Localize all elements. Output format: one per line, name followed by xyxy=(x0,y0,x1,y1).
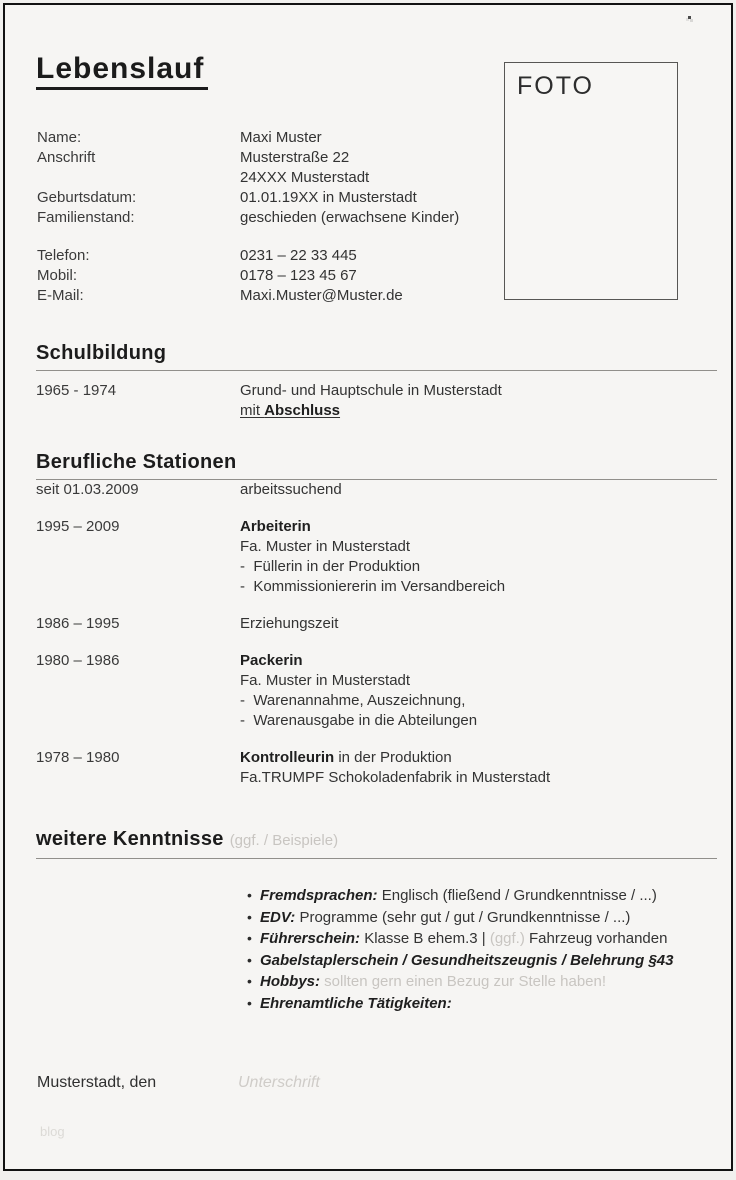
career-company: Fa. Muster in Musterstadt xyxy=(240,672,411,689)
skills-heading-text: weitere Kenntnisse xyxy=(36,828,224,850)
skill-lead: EDV: xyxy=(260,908,296,926)
skill-note: sollten gern einen Bezug zur Stelle haben! xyxy=(324,973,607,990)
education-school: Grund- und Hauptschule in Musterstadt xyxy=(240,382,502,399)
info-value: geschieden (erwachsene Kinder) xyxy=(240,209,460,226)
section-divider-line xyxy=(36,370,717,371)
career-date-range: 1978 – 1980 xyxy=(36,749,120,766)
career-role-line xyxy=(240,651,717,671)
info-row-mobile xyxy=(37,266,459,286)
degree-bold: Abschluss xyxy=(264,402,341,419)
info-value: Musterstraße 22 xyxy=(240,149,350,166)
info-label: Geburtsdatum: xyxy=(37,189,137,206)
career-details xyxy=(240,517,717,597)
info-label: Mobil: xyxy=(37,267,78,284)
career-status: arbeitssuchend xyxy=(240,481,342,498)
education-details xyxy=(240,381,717,421)
career-duty: - Warenannahme, Auszeichnung, xyxy=(240,692,466,709)
career-duty: - Kommissioniererin im Versandbereich xyxy=(240,578,506,595)
career-date-range: seit 01.03.2009 xyxy=(36,481,139,498)
career-role-line xyxy=(240,748,717,768)
skill-note: (ggf.) xyxy=(489,930,525,947)
info-label: Name: xyxy=(37,129,82,146)
info-label: Familienstand: xyxy=(37,209,135,226)
career-role-line xyxy=(240,517,717,537)
signature-hint-text: Unterschrift xyxy=(238,1074,320,1091)
skill-item-certificates xyxy=(247,950,717,972)
bullet-icon: • xyxy=(247,973,252,989)
section-career xyxy=(36,450,717,788)
info-value: 0178 – 123 45 67 xyxy=(240,267,357,284)
watermark-text: blog xyxy=(40,1124,65,1139)
section-heading-skills xyxy=(36,827,717,853)
resume-page xyxy=(3,3,733,1171)
skill-item-volunteering xyxy=(247,993,717,1015)
section-heading-career: Berufliche Stationen xyxy=(36,451,237,473)
skill-item-drivers-license xyxy=(247,928,717,950)
career-duty: - Warenausgabe in die Abteilungen xyxy=(240,712,478,729)
career-company: Fa. Muster in Musterstadt xyxy=(240,538,411,555)
career-company: Fa.TRUMPF Schokoladenfabrik in Musterstadt xyxy=(240,769,551,786)
career-details xyxy=(240,748,717,788)
info-row-birthdate xyxy=(37,188,459,208)
career-role: Packerin xyxy=(240,652,303,669)
career-role: Kontrolleurin xyxy=(240,749,335,766)
bullet-icon: • xyxy=(247,887,252,903)
scan-artifact-dot xyxy=(688,16,691,19)
career-entry-inspector xyxy=(36,748,717,788)
career-date-range: 1986 – 1995 xyxy=(36,615,120,632)
section-skills xyxy=(36,827,717,1014)
info-row-marital-status xyxy=(37,208,459,228)
info-row-phone xyxy=(37,246,459,266)
career-role: Arbeiterin xyxy=(240,518,311,535)
career-status: Erziehungszeit xyxy=(240,615,339,632)
section-education xyxy=(36,341,717,421)
career-role-suffix: in der Produktion xyxy=(334,749,452,766)
skills-list xyxy=(247,885,717,1014)
photo-placeholder-box xyxy=(504,62,678,300)
signature-place-line: Musterstadt, den xyxy=(37,1074,157,1091)
skill-lead: Gabelstaplerschein / Gesundheitszeugnis / Belehrung §43 xyxy=(260,951,674,969)
skill-item-it xyxy=(247,907,717,929)
career-details xyxy=(240,651,717,731)
personal-info-block xyxy=(37,128,459,306)
info-label xyxy=(37,168,240,188)
career-duty: - Füllerin in der Produktion xyxy=(240,558,421,575)
identity-group xyxy=(37,128,459,228)
skill-lead: Führerschein: xyxy=(260,930,361,947)
section-heading-education: Schulbildung xyxy=(36,342,167,364)
bullet-icon: • xyxy=(247,994,252,1011)
career-entry-worker xyxy=(36,517,717,597)
skill-lead: Ehrenamtliche Tätigkeiten: xyxy=(260,994,452,1012)
info-value: 01.01.19XX in Musterstadt xyxy=(240,189,417,206)
degree-prefix: mit xyxy=(240,402,265,419)
education-entry xyxy=(36,381,717,421)
info-label: Telefon: xyxy=(37,247,90,264)
section-divider-line xyxy=(36,858,717,859)
info-row-address xyxy=(37,148,459,168)
info-value: 0231 – 22 33 445 xyxy=(240,247,357,264)
info-value: Maxi Muster xyxy=(240,129,322,146)
skill-lead: Fremdsprachen: xyxy=(260,887,378,904)
bullet-icon: • xyxy=(247,908,252,925)
career-entry-parenting xyxy=(36,614,717,634)
info-row-email xyxy=(37,286,459,306)
skill-tail: Fahrzeug vorhanden xyxy=(524,930,668,947)
skill-text: Englisch (fließend / Grundkenntnisse / ...) xyxy=(377,887,657,904)
skill-text: Programme (sehr gut / gut / Grundkenntnisse / ...) xyxy=(295,908,631,926)
contact-group xyxy=(37,246,459,306)
page-title: Lebenslauf xyxy=(36,52,208,90)
career-entry-packer xyxy=(36,651,717,731)
skills-heading-note: (ggf. / Beispiele) xyxy=(229,832,339,849)
info-label: Anschrift xyxy=(37,149,96,166)
career-details xyxy=(240,480,717,500)
career-entry-unemployed xyxy=(36,480,717,500)
skill-text: Klasse B ehem.3 | xyxy=(360,930,490,947)
education-degree xyxy=(240,401,717,421)
info-value: Maxi.Muster@Muster.de xyxy=(240,287,403,304)
info-row-name xyxy=(37,128,459,148)
career-date-range: 1995 – 2009 xyxy=(36,518,120,535)
education-date-range: 1965 - 1974 xyxy=(36,382,117,399)
skill-item-hobbies xyxy=(247,971,717,993)
photo-placeholder-label: FOTO xyxy=(517,72,594,100)
bullet-icon: • xyxy=(247,951,252,968)
bullet-icon: • xyxy=(247,930,252,946)
info-label: E-Mail: xyxy=(37,287,84,304)
career-date-range: 1980 – 1986 xyxy=(36,652,120,669)
skill-item-languages xyxy=(247,885,717,907)
info-row-city xyxy=(37,168,459,188)
skill-lead: Hobbys: xyxy=(260,973,320,990)
career-details xyxy=(240,614,717,634)
info-value: 24XXX Musterstadt xyxy=(240,169,370,186)
